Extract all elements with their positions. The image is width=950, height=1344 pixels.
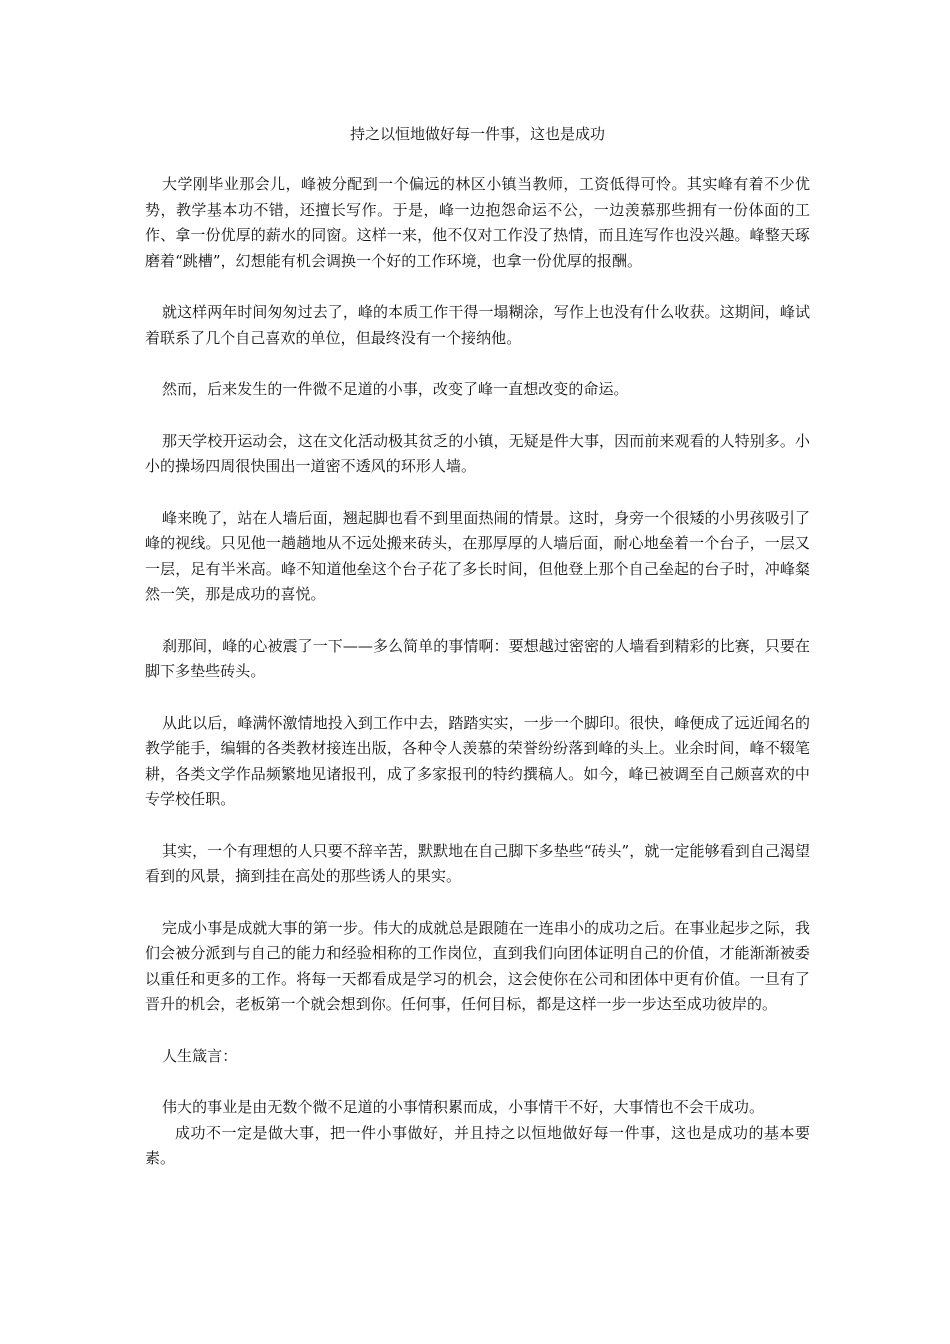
paragraph-4: 那天学校开运动会，这在文化活动极其贫乏的小镇，无疑是件大事，因而前来观看的人特别多。小小的操场四周很快围出一道密不透风的环形人墙。	[145, 431, 810, 475]
document-title: 持之以恒地做好每一件事，这也是成功	[349, 125, 605, 143]
paragraph-6: 刹那间，峰的心被震了一下——多么简单的事情啊：要想越过密密的人墙看到精彩的比赛，只要在脚下多垫些砖头。	[145, 636, 810, 680]
paragraph-9: 完成小事是成就大事的第一步。伟大的成就总是跟随在一连串小的成功之后。在事业起步之际，我们会被分派到与自己的能力和经验相称的工作岗位，直到我们向团体证明自己的价值，才能渐渐被委以重任和更多的工作。将每一天都看成是学习的机会，这会使你在公司和团体中更有价值。一旦有了晋升的机会，老板第一个就会想到你。任何事，任何目标，都是这样一步一步达至成功彼岸的。	[145, 918, 810, 1013]
motto-line-1: 伟大的事业是由无数个微不足道的小事情积累而成，小事情干不好，大事情也不会干成功。	[162, 1098, 765, 1116]
paragraph-2: 就这样两年时间匆匆过去了，峰的本质工作干得一塌糊涂，写作上也没有什么收获。这期间，峰试着联系了几个自己喜欢的单位，但最终没有一个接纳他。	[145, 303, 810, 347]
paragraph-8: 其实，一个有理想的人只要不辞辛苦，默默地在自己脚下多垫些“砖头”，就一定能够看到自己渴望看到的风景，摘到挂在高处的那些诱人的果实。	[145, 841, 810, 885]
motto-heading: 人生箴言：	[162, 1046, 238, 1065]
paragraph-5: 峰来晚了，站在人墙后面，翘起脚也看不到里面热闹的情景。这时，身旁一个很矮的小男孩吸引了峰的视线。只见他一趟趟地从不远处搬来砖头，在那厚厚的人墙后面，耐心地垒着一个台子，一层又一层，足有半米高。峰不知道他垒这个台子花了多长时间，但他登上那个自己垒起的台子时，冲峰粲然一笑，那是成功的喜悦。	[145, 508, 810, 603]
paragraph-1: 大学刚毕业那会儿，峰被分配到一个偏远的林区小镇当教师，工资低得可怜。其实峰有着不少优势，教学基本功不错，还擅长写作。于是，峰一边抱怨命运不公，一边羡慕那些拥有一份体面的工作、拿一份优厚的薪水的同窗。这样一来，他不仅对工作没了热情，而且连写作也没兴趣。峰整天琢磨着“跳槽”，幻想能有机会调换一个好的工作环境，也拿一份优厚的报酬。	[145, 175, 810, 270]
paragraph-3: 然而，后来发生的一件微不足道的小事，改变了峰一直想改变的命运。	[162, 380, 629, 398]
motto-line-2: 成功不一定是做大事，把一件小事做好，并且持之以恒地做好每一件事，这也是成功的基本要素。	[145, 1123, 810, 1167]
paragraph-7: 从此以后，峰满怀激情地投入到工作中去，踏踏实实，一步一个脚印。很快，峰便成了远近闻名的教学能手，编辑的各类教材接连出版，各种令人羡慕的荣誉纷纷落到峰的头上。业余时间，峰不辍笔耕，各类文学作品频繁地见诸报刊，成了多家报刊的特约撰稿人。如今，峰已被调至自己颇喜欢的中专学校任职。	[145, 713, 810, 808]
